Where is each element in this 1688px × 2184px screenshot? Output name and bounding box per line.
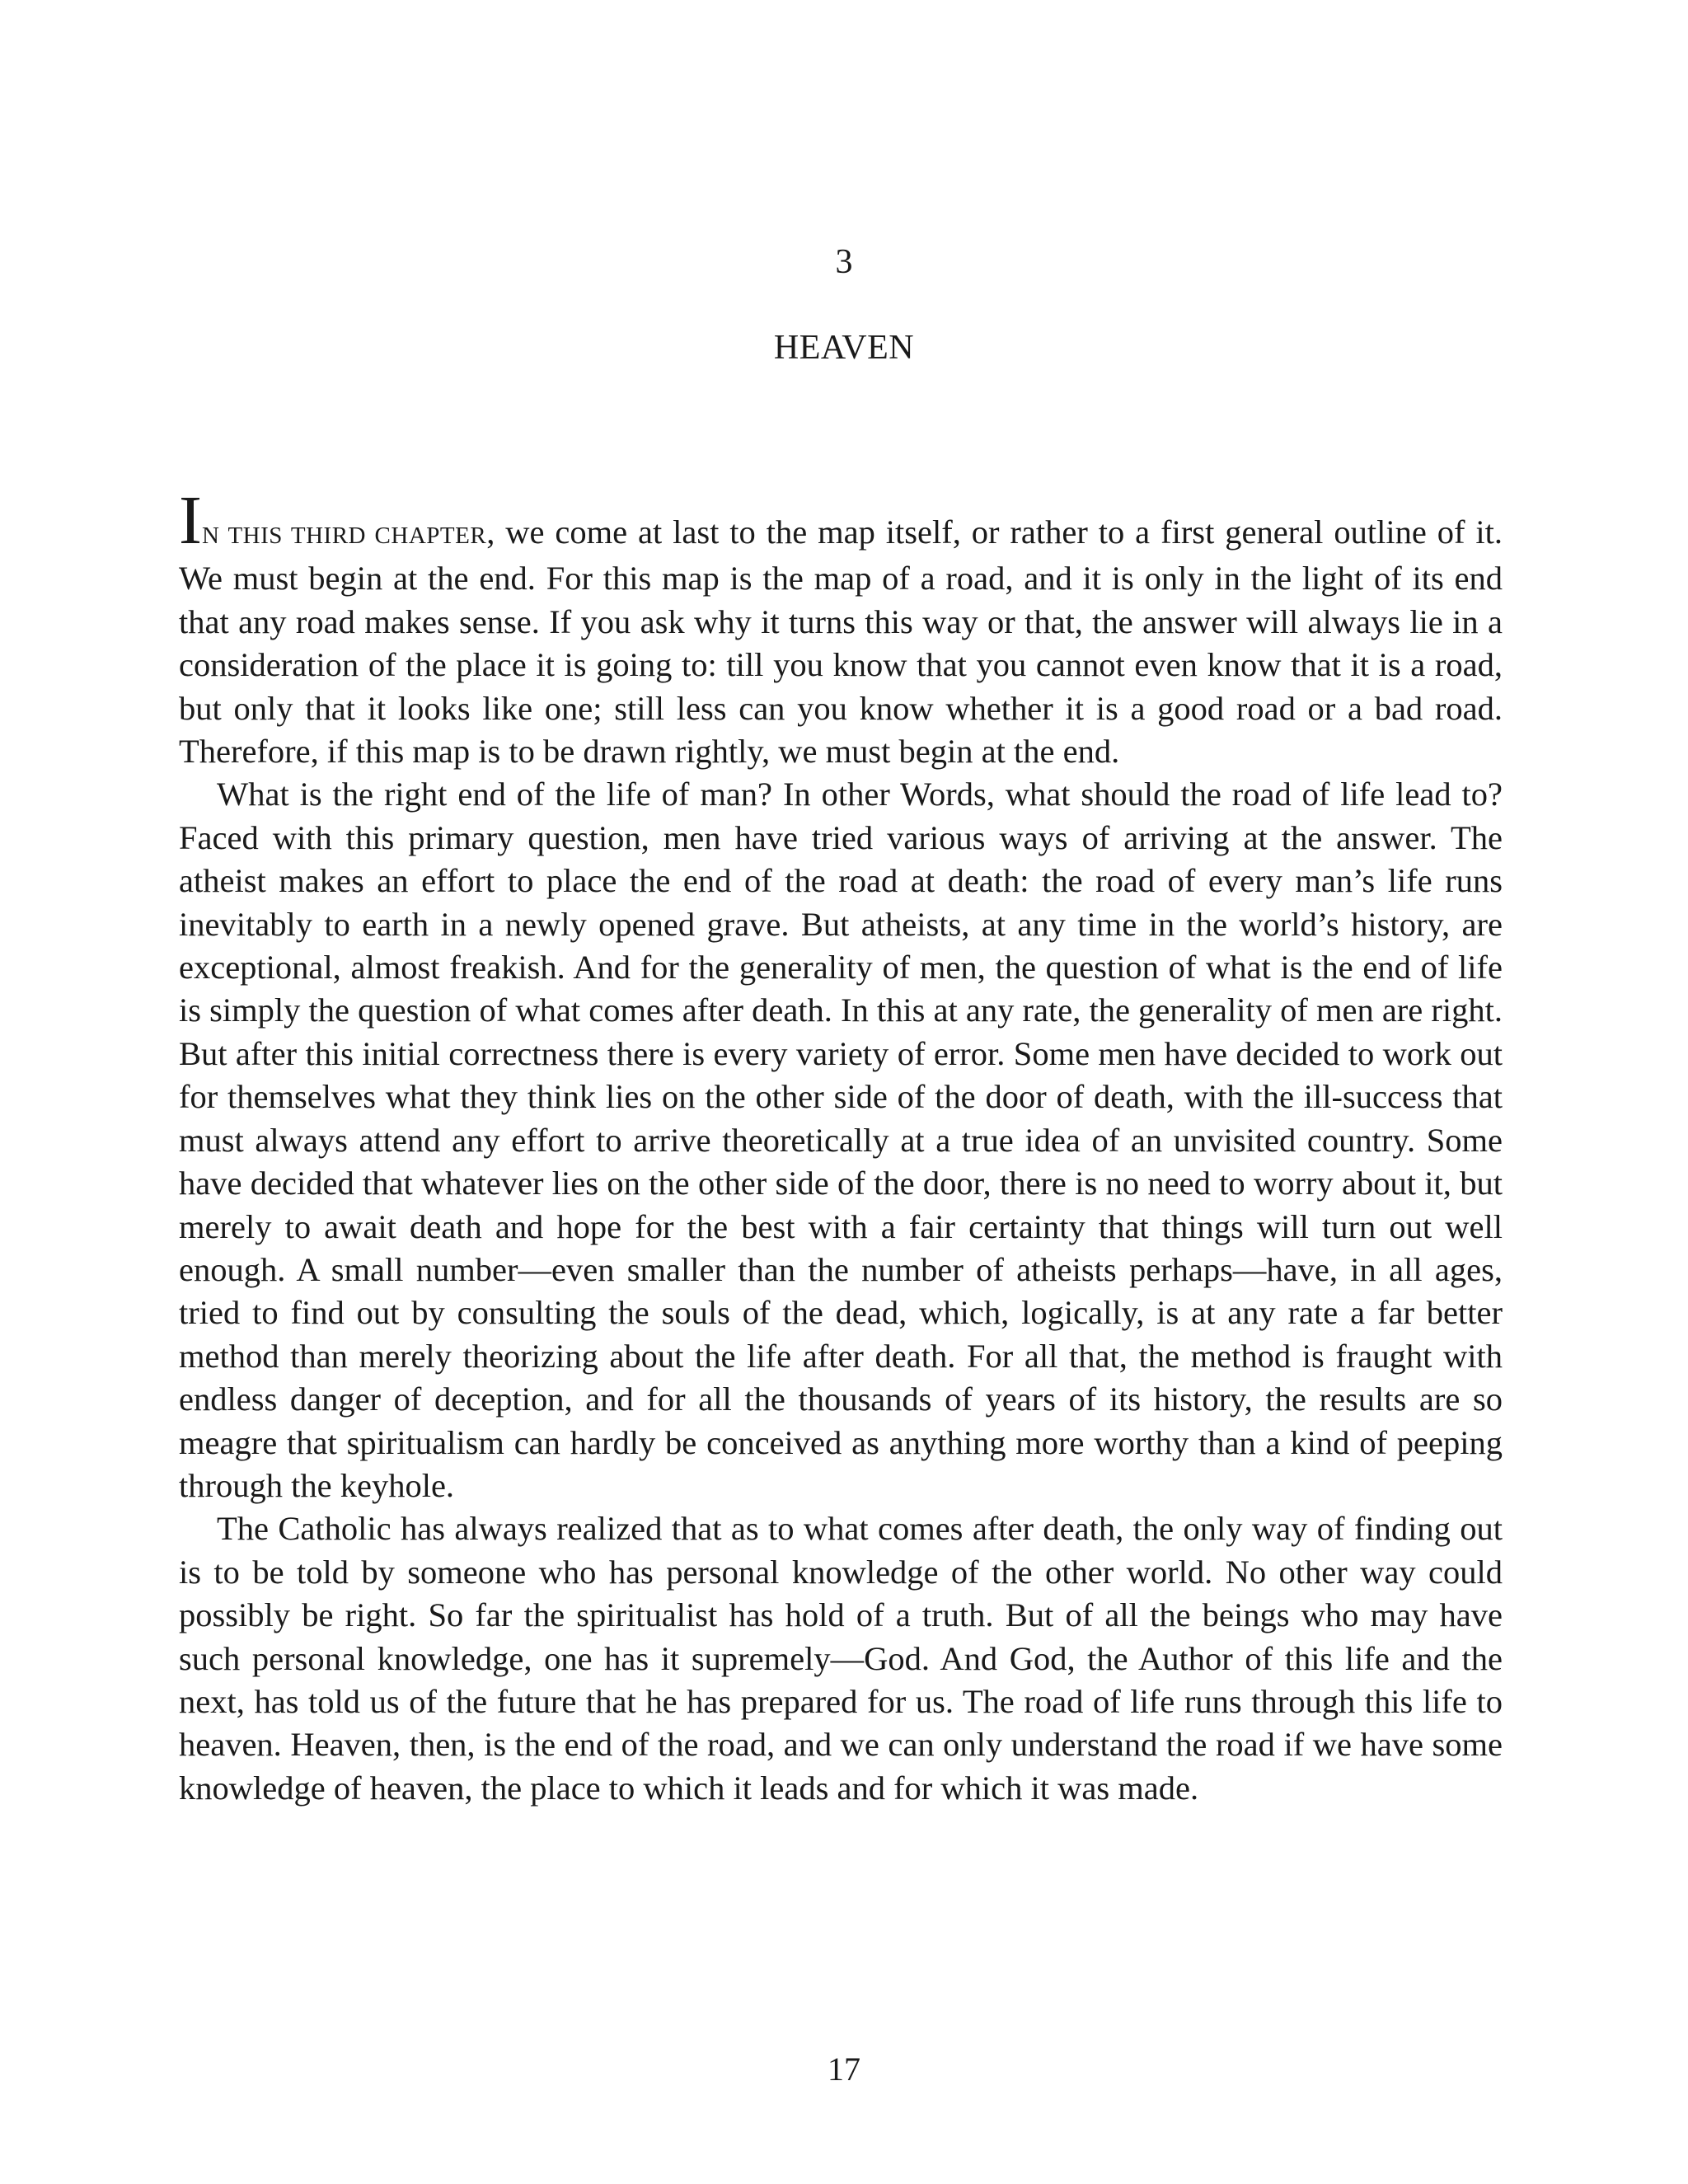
opening-small-caps: N THIS THIRD CHAPTER — [201, 523, 487, 549]
paragraph-2: What is the right end of the life of man? In other Words, what should the road of life lead to? Faced with this primary question, men have tried various ways of arriving at the answer. The atheist makes an effort to place the end of the road at death: the road of every man’s life runs inevitably to earth in a newly opened grave. But atheists, at any time in the world’s history, are exceptional, almost freakish. And for the generality of men, the question of what is the end of life is simply the question of what comes after death. In this at any rate, the generality of men are right. But after this initial correctness there is every variety of error. Some men have decided to work out for themselves what they think lies on the other side of the door of death, with the ill-success that must always attend any effort to arrive theoretically at a true idea of an unvisited country. Some have decided that whatever lies on the other side of the door, there is no need to worry about it, but merely to await death and hope for the best with a fair certainty that things will turn out well enough. A small number—even smaller than the number of atheists perhaps—have, in all ages, tried to find out by consulting the souls of the dead, which, logically, is at any rate a far better method than merely theorizing about the life after death. For all that, the method is fraught with endless danger of deception, and for all the thousands of years of its history, the results are so meagre that spiritualism can hardly be conceived as anything more worthy than a kind of peeping through the keyhole. — [179, 776, 1503, 1504]
opening-paragraph-text: , we come at last to the map itself, or rather to a first general outline of it. We must begin at the end. For this map is the map of a road, and it is only in the light of its end that any road makes sense. If you ask why it turns this way or that, the answer will always lie in a consideration of the place it is going to: till you know that you cannot even know that it is a road, but only that it looks like one; still less can you know whether it is a good road or a bad road. Therefore, if this map is to be drawn rightly, we must begin at the end. — [179, 513, 1503, 771]
page-number: 17 — [828, 2050, 860, 2088]
paragraph-3: The Catholic has always realized that as to what comes after death, the only way of finding out is to be told by someone who has personal knowledge of the other world. No other way could possibly be right. So far the spiritualist has hold of a truth. But of all the beings who may have such personal knowledge, one has it supremely—God. And God, the Author of this life and the next, has told us of the future that he has prepared for us. The road of life runs through this life to heaven. Heaven, then, is the end of the road, and we can only understand the road if we have some knowledge of heaven, the place to which it leads and for which it was made. — [179, 1510, 1503, 1807]
body-text — [179, 482, 1503, 1810]
opening-paragraph — [179, 482, 1503, 773]
chapter-number: 3 — [835, 243, 853, 281]
drop-cap: I — [179, 482, 202, 559]
chapter-title: HEAVEN — [773, 329, 915, 367]
